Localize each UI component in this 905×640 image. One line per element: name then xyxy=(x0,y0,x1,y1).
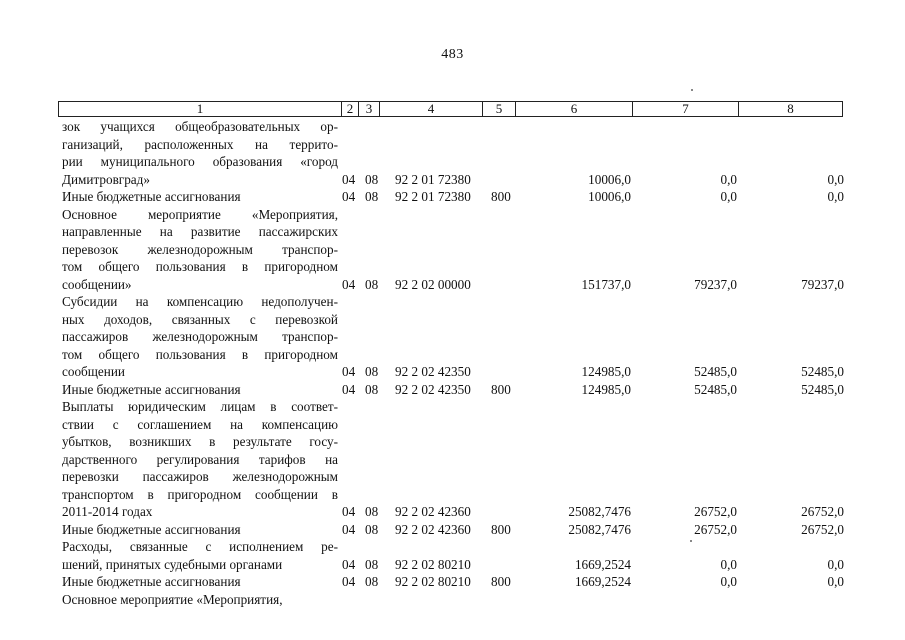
cell-amount-col8: 26752,0 xyxy=(801,504,844,519)
description-line: ных доходов, связанных с перевозкой xyxy=(62,311,338,327)
cell-razdel: 04 xyxy=(342,171,356,187)
cell-expense-type: 800 xyxy=(491,521,511,537)
description-line: Основное мероприятие «Мероприятия, xyxy=(62,591,283,607)
cell-amount-col6: 151737,0 xyxy=(581,276,631,292)
table-header xyxy=(58,101,843,117)
table-row xyxy=(62,118,852,188)
cell-amount-col7: 0,0 xyxy=(720,556,737,572)
description-line: Иные бюджетные ассигнования xyxy=(62,381,241,397)
table-row xyxy=(62,573,852,591)
cell-razdel: 04 xyxy=(342,381,356,397)
cell-podrazdel: 08 xyxy=(365,189,379,204)
scan-speck xyxy=(690,540,692,542)
cell-podrazdel: 08 xyxy=(365,574,379,589)
row-description xyxy=(62,206,338,294)
description-line: направленные на развитие пассажирских xyxy=(62,224,338,239)
cell-amount-col6: 124985,0 xyxy=(581,381,631,397)
cell-amount-col6: 1669,2524 xyxy=(574,574,631,589)
cell-amount-col7: 26752,0 xyxy=(694,521,737,537)
header-col-8: 8 xyxy=(738,102,842,116)
cell-razdel: 04 xyxy=(342,574,356,589)
description-line: сообщении» xyxy=(62,276,132,292)
description-line: ганизаций, расположенных на террито- xyxy=(62,136,338,152)
header-col-6: 6 xyxy=(515,102,632,116)
header-col-7: 7 xyxy=(632,102,738,116)
cell-target-article: 92 2 02 42360 xyxy=(395,504,471,519)
description-line: пассажиров железнодорожным транспор- xyxy=(62,329,338,344)
cell-amount-col8: 0,0 xyxy=(827,556,844,572)
description-line: транспортом в пригородном сообщении в xyxy=(62,486,338,502)
cell-target-article: 92 2 01 72380 xyxy=(395,171,471,187)
cell-target-article: 92 2 02 42360 xyxy=(395,521,471,537)
header-col-4: 4 xyxy=(379,102,482,116)
cell-razdel: 04 xyxy=(342,556,356,572)
description-line: перевозки пассажиров железнодорожным xyxy=(62,469,338,484)
description-line: Субсидии на компенсацию недополучен- xyxy=(62,294,338,309)
row-description xyxy=(62,521,338,539)
table-row xyxy=(62,538,852,573)
row-description xyxy=(62,591,338,609)
cell-target-article: 92 2 02 80210 xyxy=(395,574,471,589)
description-line: Димитровград» xyxy=(62,171,150,187)
cell-amount-col7: 0,0 xyxy=(720,189,737,204)
cell-podrazdel: 08 xyxy=(365,276,379,292)
cell-amount-col7: 0,0 xyxy=(720,171,737,187)
row-description xyxy=(62,293,338,381)
cell-amount-col6: 25082,7476 xyxy=(568,521,631,537)
row-description xyxy=(62,573,338,591)
description-line: шений, принятых судебными органами xyxy=(62,556,283,572)
cell-podrazdel: 08 xyxy=(365,556,379,572)
cell-razdel: 04 xyxy=(342,189,356,204)
header-col-1: 1 xyxy=(196,101,204,116)
table-row xyxy=(62,206,852,294)
description-line: зок учащихся общеобразовательных ор- xyxy=(62,119,338,134)
cell-amount-col8: 26752,0 xyxy=(801,521,844,537)
cell-razdel: 04 xyxy=(342,276,356,292)
cell-razdel: 04 xyxy=(342,364,356,379)
header-col-5: 5 xyxy=(482,102,515,116)
cell-razdel: 04 xyxy=(342,504,356,519)
cell-target-article: 92 2 02 42350 xyxy=(395,381,471,397)
cell-amount-col6: 1669,2524 xyxy=(574,556,631,572)
cell-expense-type: 800 xyxy=(491,574,511,589)
cell-razdel: 04 xyxy=(342,521,356,537)
description-line: 2011-2014 годах xyxy=(62,504,153,519)
cell-expense-type: 800 xyxy=(491,189,511,204)
cell-target-article: 92 2 02 42350 xyxy=(395,364,471,379)
description-line: Иные бюджетные ассигнования xyxy=(62,574,241,589)
description-line: Основное мероприятие «Мероприятия, xyxy=(62,206,338,222)
page-number: 483 xyxy=(441,47,464,62)
cell-amount-col6: 10006,0 xyxy=(588,189,631,204)
description-line: Иные бюджетные ассигнования xyxy=(62,189,241,204)
cell-amount-col6: 25082,7476 xyxy=(568,504,631,519)
scan-speck xyxy=(691,89,693,91)
cell-amount-col7: 52485,0 xyxy=(694,364,737,379)
cell-amount-col8: 52485,0 xyxy=(801,381,844,397)
cell-podrazdel: 08 xyxy=(365,364,379,379)
table-row xyxy=(62,293,852,381)
cell-amount-col8: 79237,0 xyxy=(801,276,844,292)
cell-target-article: 92 2 02 00000 xyxy=(395,276,471,292)
description-line: Расходы, связанные с исполнением ре- xyxy=(62,539,338,554)
cell-podrazdel: 08 xyxy=(365,171,379,187)
cell-target-article: 92 2 01 72380 xyxy=(395,189,471,204)
cell-amount-col8: 0,0 xyxy=(827,189,844,204)
description-line: Выплаты юридическим лицам в соответ- xyxy=(62,399,338,414)
cell-target-article: 92 2 02 80210 xyxy=(395,556,471,572)
table-row xyxy=(62,398,852,521)
description-line: сообщении xyxy=(62,364,125,379)
cell-amount-col8: 52485,0 xyxy=(801,364,844,379)
description-line: том общего пользования в пригородном xyxy=(62,259,338,274)
header-col-2: 2 xyxy=(341,102,358,116)
description-line: том общего пользования в пригородном xyxy=(62,346,338,362)
description-line: Иные бюджетные ассигнования xyxy=(62,521,241,537)
cell-amount-col6: 10006,0 xyxy=(588,171,631,187)
cell-podrazdel: 08 xyxy=(365,381,379,397)
row-description xyxy=(62,538,338,573)
description-line: дарственного регулирования тарифов на xyxy=(62,451,338,467)
table-body xyxy=(62,118,852,608)
cell-amount-col7: 79237,0 xyxy=(694,276,737,292)
header-col-3: 3 xyxy=(358,102,379,116)
cell-podrazdel: 08 xyxy=(365,504,379,519)
description-line: ствии с соглашением на компенсацию xyxy=(62,416,338,432)
row-description xyxy=(62,118,338,188)
row-description xyxy=(62,398,338,521)
cell-expense-type: 800 xyxy=(491,381,511,397)
row-description xyxy=(62,188,338,206)
table-row xyxy=(62,591,852,609)
cell-amount-col8: 0,0 xyxy=(827,574,844,589)
table-row xyxy=(62,188,852,206)
table-row xyxy=(62,521,852,539)
row-description xyxy=(62,381,338,399)
cell-amount-col6: 124985,0 xyxy=(581,364,631,379)
cell-amount-col7: 0,0 xyxy=(720,574,737,589)
cell-amount-col8: 0,0 xyxy=(827,171,844,187)
description-line: перевозок железнодорожным транспор- xyxy=(62,241,338,257)
cell-podrazdel: 08 xyxy=(365,521,379,537)
description-line: убытков, возникших в результате госу- xyxy=(62,434,338,449)
cell-amount-col7: 52485,0 xyxy=(694,381,737,397)
table-row xyxy=(62,381,852,399)
description-line: рии муниципального образования «город xyxy=(62,154,338,169)
cell-amount-col7: 26752,0 xyxy=(694,504,737,519)
